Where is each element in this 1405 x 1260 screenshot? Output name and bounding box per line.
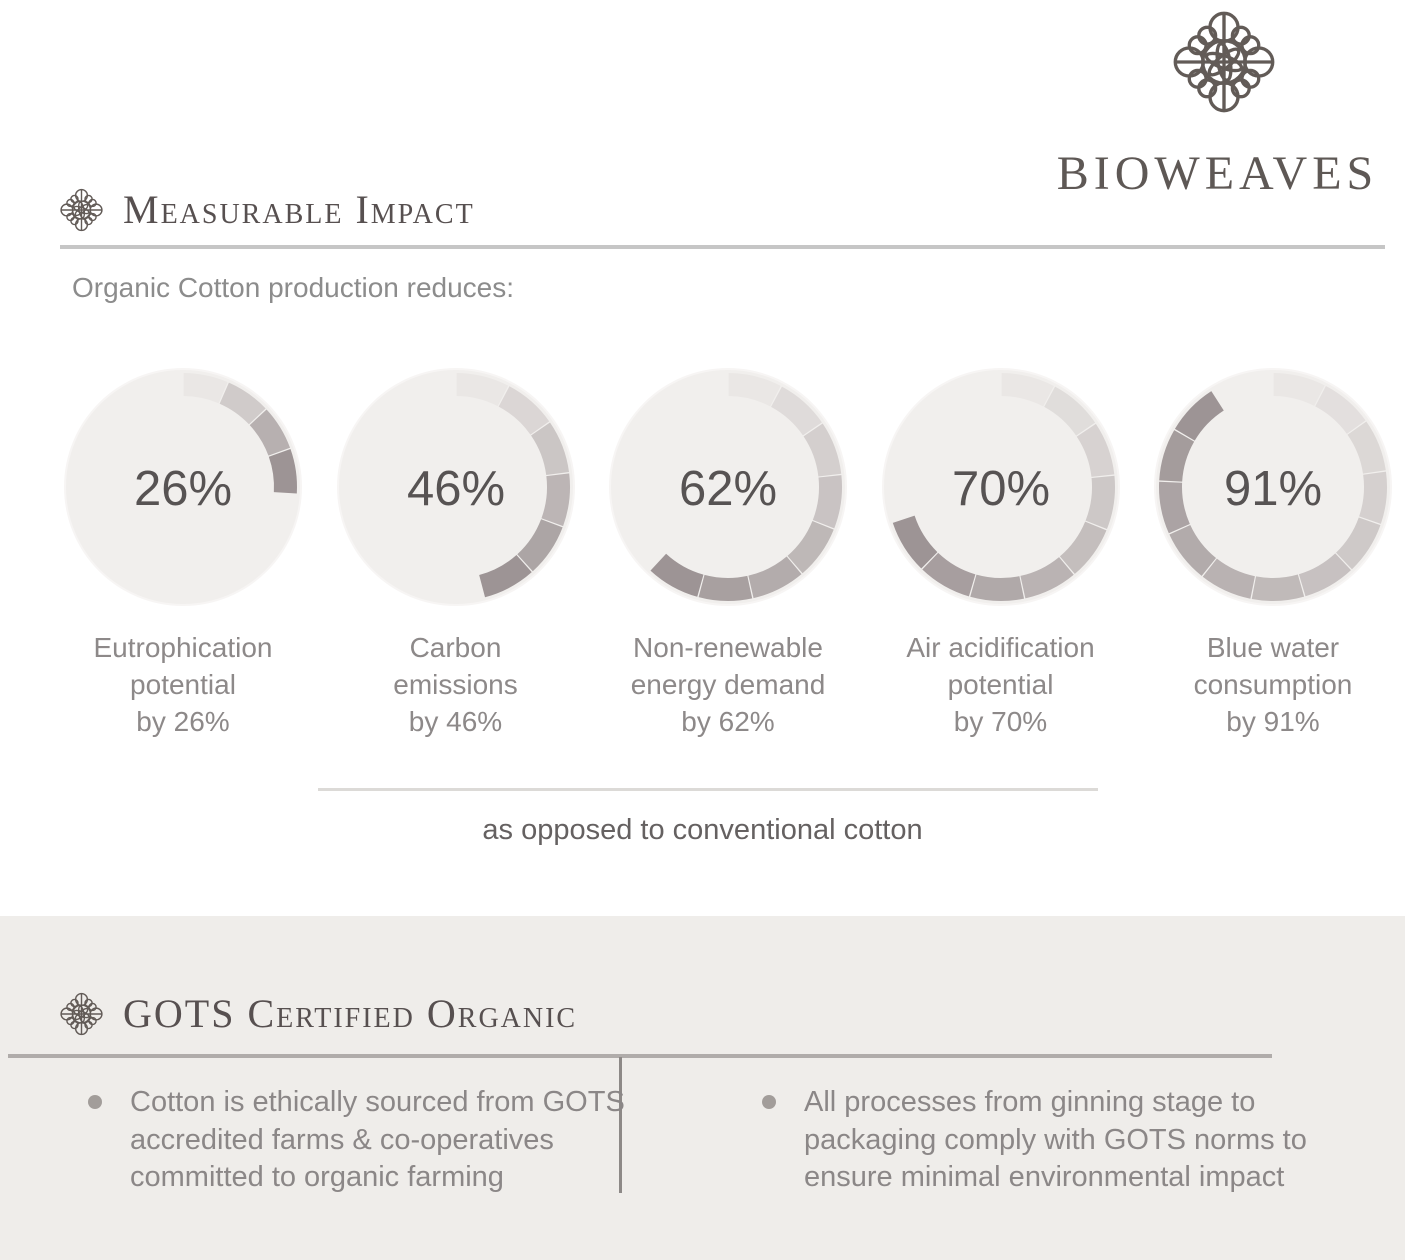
quatrefoil-knot-icon	[58, 186, 105, 234]
impact-footnote: as opposed to conventional cotton	[482, 814, 923, 846]
quatrefoil-knot-icon	[58, 990, 105, 1038]
impact-section-header	[58, 186, 475, 234]
gauge-air-acidification	[868, 367, 1134, 740]
gots-bullet-item	[88, 1084, 678, 1197]
gots-bullet-text: Cotton is ethically sourced from GOTS accredited farms & co-operatives committed to organic farming	[130, 1086, 625, 1193]
gauge-percent-label: 62%	[678, 462, 778, 516]
gots-bullet-text: All processes from ginning stage to packaging comply with GOTS norms to ensure minimal environmental impact	[804, 1086, 1307, 1193]
impact-intro-text: Organic Cotton production reduces:	[72, 272, 515, 303]
brand-wordmark: BIOWEAVES	[1056, 147, 1379, 200]
gauge-energy-demand	[595, 367, 861, 740]
bullet-dot-icon	[762, 1095, 776, 1109]
gots-band	[0, 916, 1405, 1260]
gauge-label: Eutrophication potential by 26%	[93, 632, 273, 737]
gauge-eutrophication	[50, 367, 316, 740]
gauge-percent-label: 91%	[1223, 462, 1323, 516]
donut-gauge	[881, 367, 1121, 607]
bullet-dot-icon	[88, 1095, 102, 1109]
brand-logo-icon	[1168, 4, 1280, 120]
gauge-label: Carbon emissions by 46%	[393, 632, 518, 737]
footnote-divider	[318, 788, 1098, 791]
impact-section-title: Measurable Impact	[123, 187, 475, 232]
gots-section-header	[58, 990, 577, 1038]
gauge-row	[50, 367, 1405, 740]
donut-gauge	[63, 367, 303, 607]
gauge-label: Air acidification potential by 70%	[906, 632, 1095, 737]
gauge-blue-water	[1140, 367, 1405, 740]
gauge-label: Blue water consumption by 91%	[1193, 632, 1353, 737]
gots-section-title: GOTS Certified Organic	[123, 991, 578, 1036]
impact-header-divider	[60, 245, 1385, 249]
gauge-percent-label: 26%	[133, 462, 233, 516]
donut-gauge	[608, 367, 848, 607]
gots-bullet-item	[762, 1084, 1392, 1197]
donut-gauge	[336, 367, 576, 607]
gauge-percent-label: 46%	[406, 462, 505, 516]
gauge-percent-label: 70%	[951, 462, 1050, 516]
donut-gauge	[1153, 367, 1393, 607]
gauge-label: Non-renewable energy demand by 62%	[630, 632, 826, 737]
gauge-carbon-emissions	[323, 367, 589, 740]
gots-header-divider	[8, 1054, 1272, 1058]
